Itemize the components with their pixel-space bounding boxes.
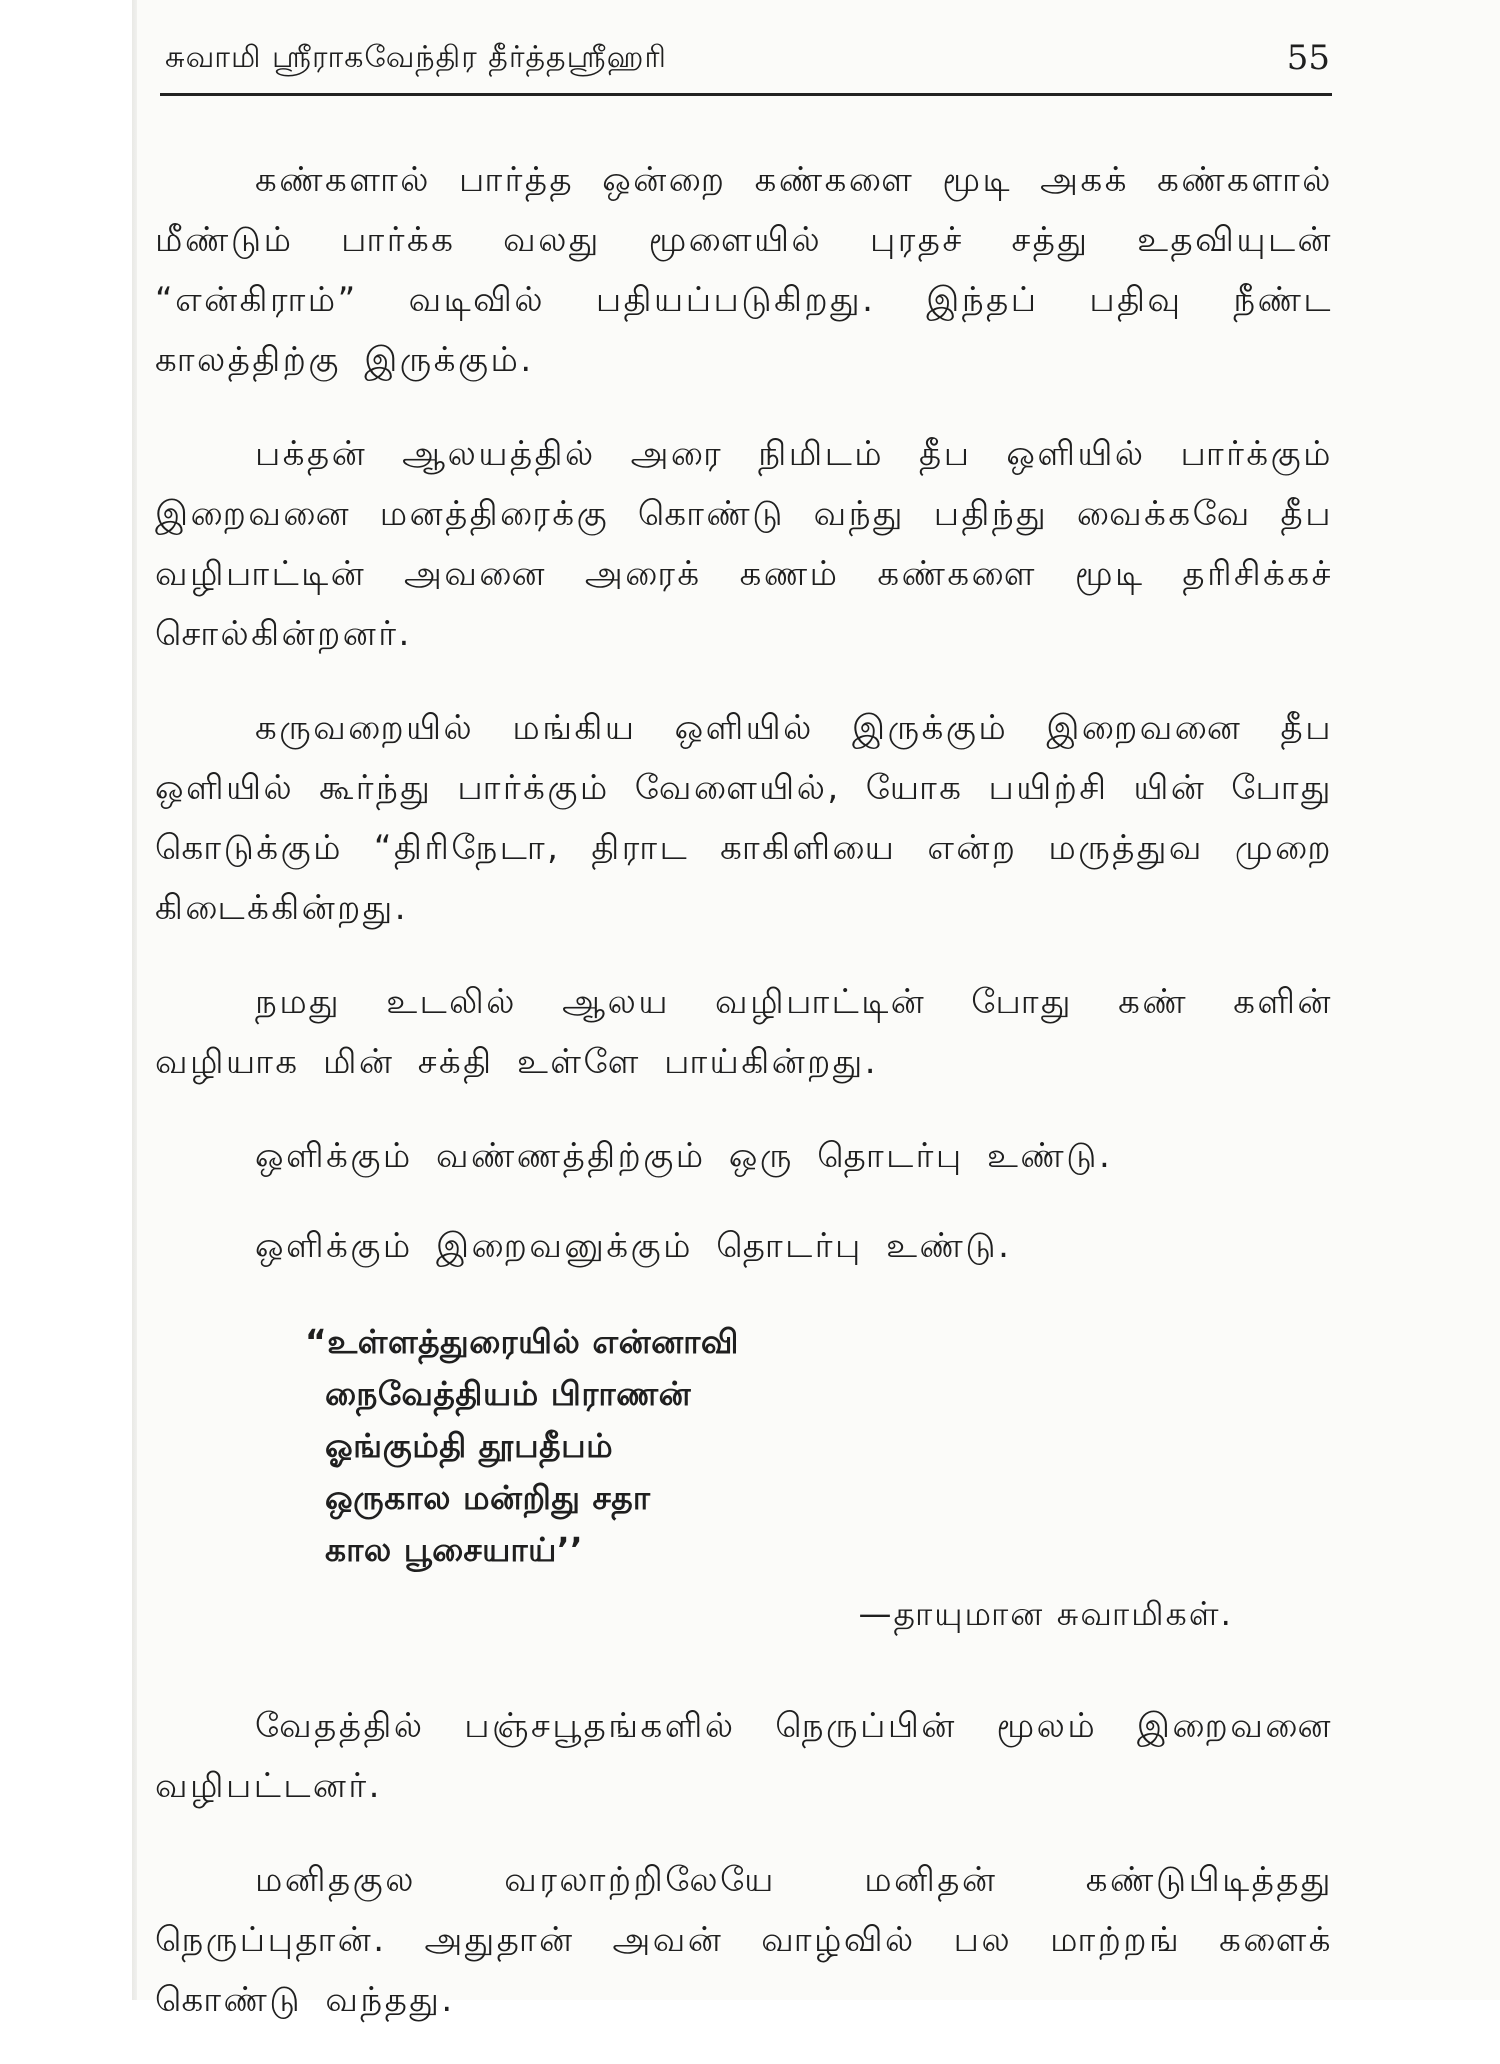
running-title: சுவாமி ஸ்ரீராகவேந்திர தீர்த்தஸ்ரீஹரி xyxy=(165,40,667,75)
header-rule xyxy=(160,93,1332,96)
verse-line: கால பூசையாய்’’ xyxy=(325,1530,584,1569)
verse-line: ஒருகால மன்றிது சதா xyxy=(325,1478,651,1517)
paragraph-engram: கண்களால் பார்த்த ஒன்றை கண்களை மூடி அகக் கண்களால் மீண்டும் பார்க்க வலது மூளையில் புரதச் சத்து உதவியுடன் “என்கிராம்” வடிவில் பதியப்படுகிறது. இந்தப் பதிவு நீண்ட காலத்திற்கு இருக்கும். xyxy=(155,160,1333,380)
paragraph-vedic-fire: வேதத்தில் பஞ்சபூதங்களில் நெருப்பின் மூலம் இறைவனை வழிபட்டனர். xyxy=(155,1706,1333,1806)
paragraph-sanctum-light: கருவறையில் மங்கிய ஒளியில் இருக்கும் இறைவனை தீப ஒளியில் கூர்ந்து பார்க்கும் வேளையில், யோக பயிற்சி யின் போது கொடுக்கும் “திரிநேடா, திராட காகிளியை என்ற மருத்துவ முறை கிடைக்கின்றது. xyxy=(155,708,1333,928)
paragraph-light-color: ஒளிக்கும் வண்ணத்திற்கும் ஒரு தொடர்பு உண்டு. xyxy=(255,1136,1113,1176)
paragraph-fire-discovery: மனிதகுல வரலாற்றிலேயே மனிதன் கண்டுபிடித்தது நெருப்புதான். அதுதான் அவன் வாழ்வில் பல மாற்றங் களைக் கொண்டு வந்தது. xyxy=(155,1860,1333,2020)
verse-line: ஓங்கும்தி தூபதீபம் xyxy=(325,1426,614,1465)
paragraph-light-god: ஒளிக்கும் இறைவனுக்கும் தொடர்பு உண்டு. xyxy=(255,1226,1012,1266)
page-body xyxy=(155,150,1333,2064)
verse-quote xyxy=(305,1316,1333,1576)
paragraph-eye-energy: நமது உடலில் ஆலய வழிபாட்டின் போது கண் களின் வழியாக மின் சக்தி உள்ளே பாய்கின்றது. xyxy=(155,982,1333,1082)
page-number: 55 xyxy=(1286,38,1330,78)
verse-attribution: —தாயுமான சுவாமிகள். xyxy=(858,1594,1233,1633)
page-header xyxy=(165,28,1330,98)
verse-line: “உள்ளத்துரையில் என்னாவி xyxy=(305,1322,739,1361)
verse-line: நைவேத்தியம் பிராணன் xyxy=(325,1374,692,1413)
paragraph-temple-lamp: பக்தன் ஆலயத்தில் அரை நிமிடம் தீப ஒளியில் பார்க்கும் இறைவனை மனத்திரைக்கு கொண்டு வந்து பதிந்து வைக்கவே தீப வழிபாட்டின் அவனை அரைக் கணம் கண்களை மூடி தரிசிக்கச் சொல்கின்றனர். xyxy=(155,434,1333,654)
